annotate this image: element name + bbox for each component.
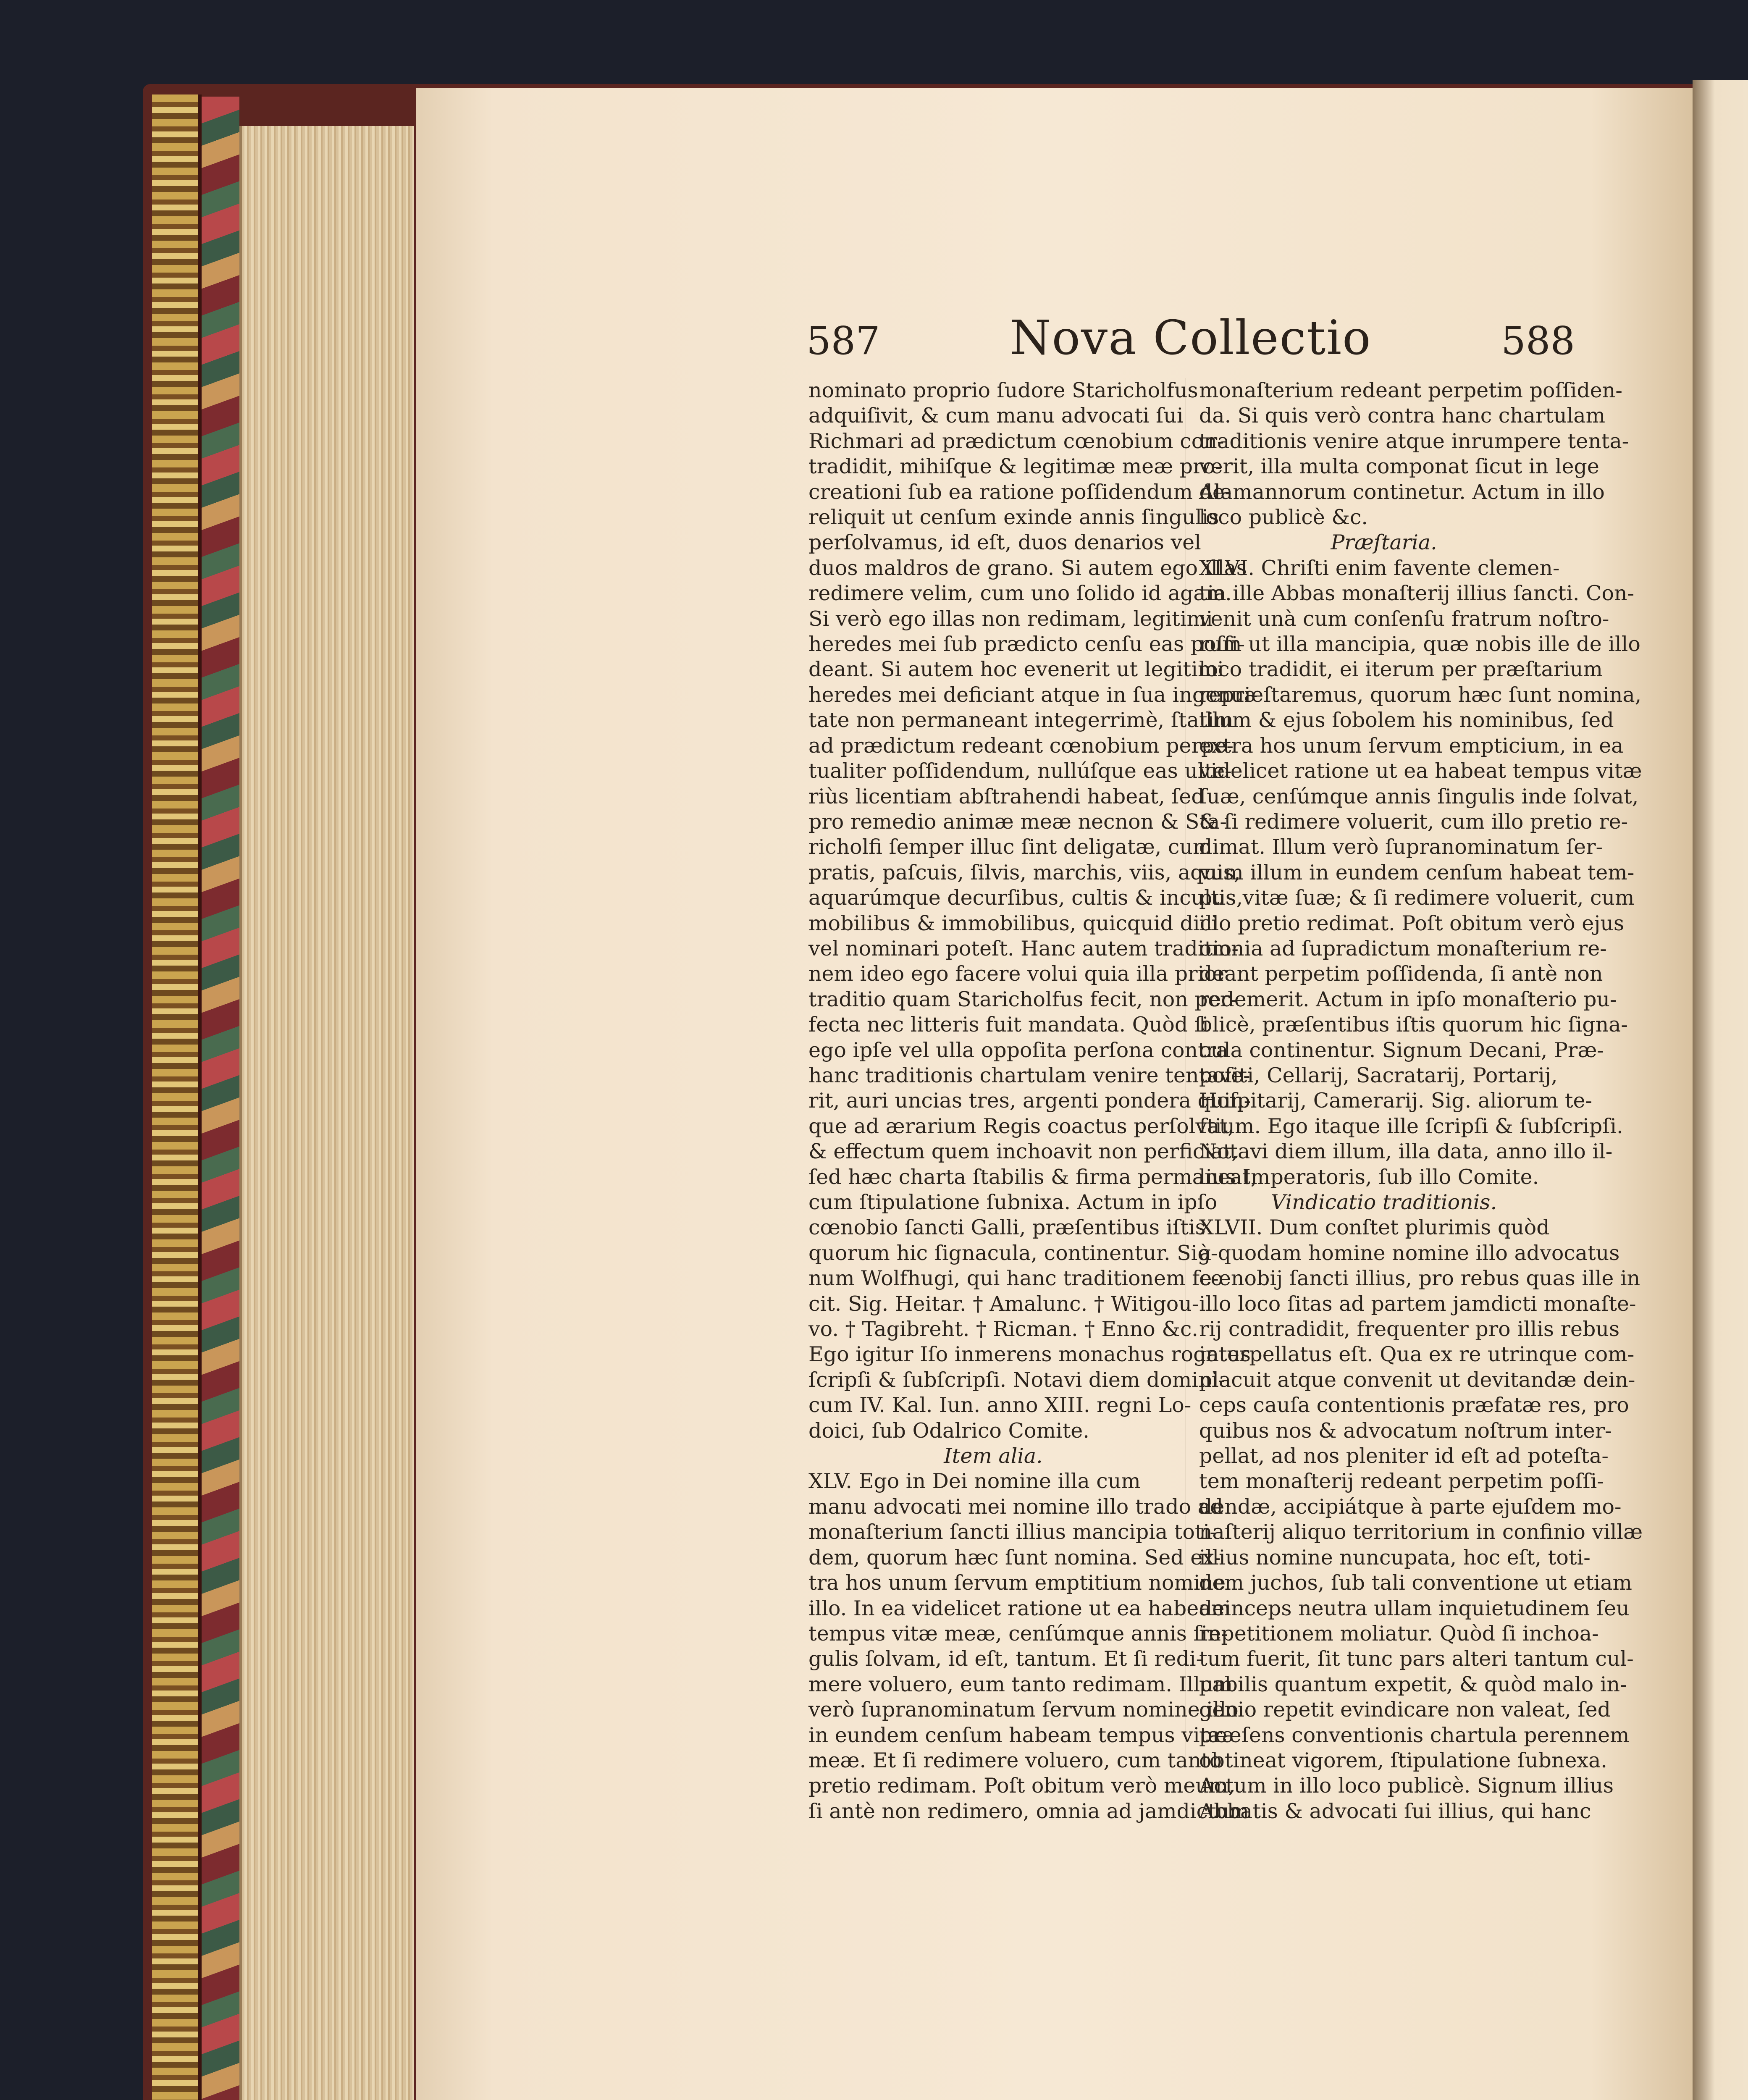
text-line: rij contradidit, frequenter pro illis rebus [1199, 1317, 1620, 1341]
text-line: aquarúmque decurſibus, cultis & incultis, [808, 886, 1243, 910]
text-line: cula continentur. Signum Decani, Præ- [1199, 1038, 1604, 1062]
text-line: interpellatus eſt. Qua ex re utrinque com- [1199, 1342, 1635, 1367]
text-line: ſi antè non redimero, omnia ad jamdictum [808, 1799, 1249, 1823]
text-line: Actum in illo loco publicè. Signum illius [1199, 1774, 1614, 1798]
text-line: ceps cauſa contentionis præfatæ res, pro [1199, 1393, 1629, 1418]
text-line: riùs licentiam abſtrahendi habeat, ſed [808, 784, 1205, 808]
text-line: cœnobij ſancti illius, pro rebus quas ille in [1199, 1266, 1640, 1291]
section-heading: Præſtaria. [1331, 530, 1437, 555]
text-line: illo loco ſitas ad partem jamdicti monaſte- [1199, 1292, 1636, 1316]
text-line: rum ut illa mancipia, quæ nobis ille de illo [1199, 632, 1640, 656]
text-line: dimat. Illum verò ſupranominatum ſer- [1199, 835, 1603, 859]
text-line: tradidit, mihiſque & legitimæ meæ pro- [808, 454, 1222, 479]
text-line: heredes mei deficiant atque in ſua ingenui- [808, 682, 1258, 707]
text-line: extra hos unum ſervum empticium, in ea [1199, 733, 1624, 758]
facing-page-edge [1693, 80, 1748, 2100]
text-line: perſolvamus, id eſt, duos denarios vel [808, 530, 1201, 555]
text-line: verit, illa multa componat ſicut in lege [1199, 454, 1599, 479]
page-number-right: 588 [1501, 318, 1575, 363]
text-line: da. Si quis verò contra hanc chartulam [1199, 404, 1606, 428]
text-line: pratis, paſcuis, ſilvis, marchis, viis, aquis, [808, 860, 1241, 885]
text-line: tate non permaneant integerrimè, ſtatim [808, 708, 1234, 732]
text-line: quibus nos & advocatum noſtrum inter- [1199, 1418, 1612, 1443]
text-column-left [808, 378, 1258, 1824]
text-line: vum illum in eundem cenſum habeat tem- [1199, 860, 1635, 885]
text-line: illo pretio redimat. Poſt obitum verò ejus [1199, 911, 1625, 935]
text-line: que ad ærarium Regis coactus perſolvat, [808, 1114, 1234, 1138]
text-line: tum fuerit, ſit tunc pars alteri tantum cul- [1199, 1647, 1634, 1671]
text-line: tia ille Abbas monaſterij illius ſancti. Con- [1199, 581, 1635, 606]
text-line: XLV. Ego in Dei nomine illa cum [808, 1469, 1141, 1494]
text-line: XLVI. Chriſti enim favente clemen- [1199, 556, 1560, 580]
text-line: loco tradidit, ei iterum per præſtarium [1199, 657, 1603, 682]
text-line: Abbatis & advocati ſui illius, qui hanc [1199, 1799, 1591, 1823]
text-line: ad prædictum redeant cœnobium perpe- [808, 733, 1234, 758]
text-line: traditionis venire atque inrumpere tenta- [1199, 429, 1629, 453]
text-line: in eundem cenſum habeam tempus vitæ [808, 1723, 1228, 1747]
text-line: placuit atque convenit ut devitandæ dein- [1199, 1368, 1635, 1392]
text-line: lius Imperatoris, ſub illo Comite. [1199, 1165, 1539, 1189]
text-line: richolfi ſemper illuc ſint deligatæ, cum [808, 835, 1213, 859]
text-line: à quodam homine nomine illo advocatus [1199, 1241, 1620, 1265]
text-line: fecta nec litteris fuit mandata. Quòd ſi [808, 1013, 1209, 1037]
text-line: pellat, ad nos pleniter id eſt ad poteſta- [1199, 1444, 1609, 1468]
text-line: Ego igitur Iſo inmerens monachus rogatus [808, 1342, 1251, 1367]
text-line: cum IV. Kal. Iun. anno XIII. regni Lo- [808, 1393, 1192, 1418]
section-heading: Item alia. [944, 1444, 1043, 1468]
text-line: traditio quam Staricholfus fecit, non per- [808, 987, 1237, 1011]
text-line: reliquit ut cenſum exinde annis ſingulis [808, 505, 1219, 530]
text-line: monaſterium ſancti illius mancipia toti- [808, 1520, 1217, 1544]
text-line: XLVII. Dum conſtet plurimis quòd [1199, 1215, 1550, 1240]
text-line: tempus vitæ meæ, cenſúmque annis ſin- [808, 1621, 1228, 1646]
text-line: adquiſivit, & cum manu advocati ſui [808, 404, 1184, 428]
text-line: vel nominari poteſt. Hanc autem traditio- [808, 936, 1239, 961]
text-line: ſcripſi & ſubſcripſi. Notavi diem domini- [808, 1368, 1225, 1392]
text-line: Alamannorum continetur. Actum in illo [1199, 480, 1605, 504]
text-line: poſiti, Cellarij, Sacratarij, Portarij, [1199, 1063, 1558, 1087]
text-line: ſed hæc charta ſtabilis & firma permaneat, [808, 1165, 1257, 1189]
text-line: Richmari ad prædictum cœnobium con- [808, 429, 1224, 453]
text-line: genio repetit evindicare non valeat, ſed [1199, 1698, 1611, 1722]
text-line: rit, auri uncias tres, argenti pondera quin- [808, 1089, 1251, 1113]
text-line: nem ideo ego facere volui quia illa prior [808, 962, 1227, 986]
text-line: cœnobio ſancti Galli, præſentibus iſtis [808, 1215, 1206, 1240]
text-line: ſtium. Ego itaque ille ſcripſi & ſubſcripſi. [1199, 1114, 1623, 1138]
text-line: redimere velim, cum uno ſolido id agam. [808, 581, 1232, 606]
text-line: pabilis quantum expetit, & quòd malo in- [1199, 1672, 1627, 1696]
text-line: heredes mei ſub prædicto cenſu eas poſſi- [808, 632, 1245, 656]
text-line: nominato proprio ſudore Staricholfus [808, 378, 1198, 402]
text-line: blicè, præſentibus iſtis quorum hic ſigna- [1199, 1013, 1628, 1037]
text-line: tra hos unum ſervum emptitium nomine [808, 1571, 1226, 1595]
text-line: dendæ, accipiátque à parte ejuſdem mo- [1199, 1494, 1622, 1519]
text-line: hanc traditionis chartulam venire tentave- [808, 1063, 1250, 1087]
text-line: illo. In ea videlicet ratione ut ea habeam [808, 1596, 1231, 1620]
text-line: tem monaſterij redeant perpetim poſſi- [1199, 1469, 1604, 1494]
running-head [806, 311, 1575, 374]
text-line: videlicet ratione ut ea habeat tempus vitæ [1199, 759, 1642, 783]
text-line: creationi ſub ea ratione poſſidendum de- [808, 480, 1232, 504]
text-line: Si verò ego illas non redimam, legitimi [808, 606, 1213, 631]
text-line: mere voluero, eum tanto redimam. Illum [808, 1672, 1233, 1696]
page-number-left: 587 [806, 318, 880, 363]
text-line: deant perpetim poſſidenda, ſi antè non [1199, 962, 1603, 986]
text-line: pus vitæ ſuæ; & ſi redimere voluerit, cum [1199, 886, 1635, 910]
text-line: cum ſtipulatione ſubnixa. Actum in ipſo [808, 1190, 1218, 1214]
text-line: doici, ſub Odalrico Comite. [808, 1418, 1089, 1443]
text-line: quorum hic ſignacula, continentur. Sig- [808, 1241, 1218, 1265]
text-line: meæ. Et ſi redimere voluero, cum tanto [808, 1748, 1222, 1772]
text-line: Notavi diem illum, illa data, anno illo il- [1199, 1139, 1613, 1164]
text-line: mobilibus & immobilibus, quicquid dici [808, 911, 1218, 935]
text-line: gulis ſolvam, id eſt, tantum. Et ſi redi- [808, 1647, 1203, 1671]
text-line: Hoſpitarij, Camerarij. Sig. aliorum te- [1199, 1089, 1593, 1113]
page-block-edges [239, 126, 414, 2100]
text-line: monaſterium redeant perpetim poſſiden- [1199, 378, 1622, 402]
text-line: tualiter poſſidendum, nullúſque eas ulte- [808, 759, 1232, 783]
text-line: dem juchos, ſub tali conventione ut etiam [1199, 1571, 1633, 1595]
text-line: num Wolfhugi, qui hanc traditionem fe- [808, 1266, 1219, 1291]
text-line: omnia ad ſupradictum monaſterium re- [1199, 936, 1607, 961]
text-line: præſens conventionis chartula perennem [1199, 1723, 1630, 1747]
text-line: vo. † Tagibreht. † Ricman. † Enno &c. [808, 1317, 1199, 1341]
text-line: verò ſupranominatum ſervum nomine illo [808, 1698, 1239, 1722]
text-column-right [1199, 378, 1643, 1824]
text-line: deant. Si autem hoc evenerit ut legitimi [808, 657, 1224, 682]
section-heading: Vindicatio traditionis. [1270, 1190, 1497, 1214]
text-line: & effectum quem inchoavit non perficiat, [808, 1139, 1238, 1164]
gilt-edge-decoration [152, 94, 202, 2100]
text-line: duos maldros de grano. Si autem ego illas [808, 556, 1247, 580]
text-line: ego ipſe vel ulla oppoſita perſona contra [808, 1038, 1228, 1062]
text-line: loco publicè &c. [1199, 505, 1368, 530]
text-line: repræſtaremus, quorum hæc ſunt nomina, [1199, 682, 1642, 707]
text-line: naſterij aliquo territorium in confinio villæ [1199, 1520, 1643, 1544]
page-title: Nova Collectio [1010, 311, 1372, 365]
text-line: venit unà cum conſenſu fratrum noſtro- [1199, 606, 1609, 631]
marbled-endpaper [202, 97, 239, 2100]
text-line: illius nomine nuncupata, hoc eſt, toti- [1199, 1545, 1591, 1570]
text-line: manu advocati mei nomine illo trado ad [808, 1494, 1223, 1519]
text-line: cit. Sig. Heitar. † Amalunc. † Witigou- [808, 1292, 1199, 1316]
text-line: illum & ejus ſobolem his nominibus, ſed [1199, 708, 1614, 732]
text-line: dem, quorum hæc ſunt nomina. Sed ex- [808, 1545, 1221, 1570]
text-line: pro remedio animæ meæ necnon & Sta- [808, 809, 1227, 834]
text-line: obtineat vigorem, ſtipulatione ſubnexa. [1199, 1748, 1607, 1772]
text-line: repetitionem moliatur. Quòd ſi inchoa- [1199, 1621, 1599, 1646]
text-line: redemerit. Actum in ipſo monaſterio pu- [1199, 987, 1617, 1011]
text-line: pretio redimam. Poſt obitum verò meum, [808, 1774, 1235, 1798]
text-line: deinceps neutra ullam inquietudinem ſeu [1199, 1596, 1630, 1620]
text-line: ſuæ, cenſúmque annis ſingulis inde ſolvat, [1199, 784, 1639, 808]
text-line: & ſi redimere voluerit, cum illo pretio re- [1199, 809, 1628, 834]
